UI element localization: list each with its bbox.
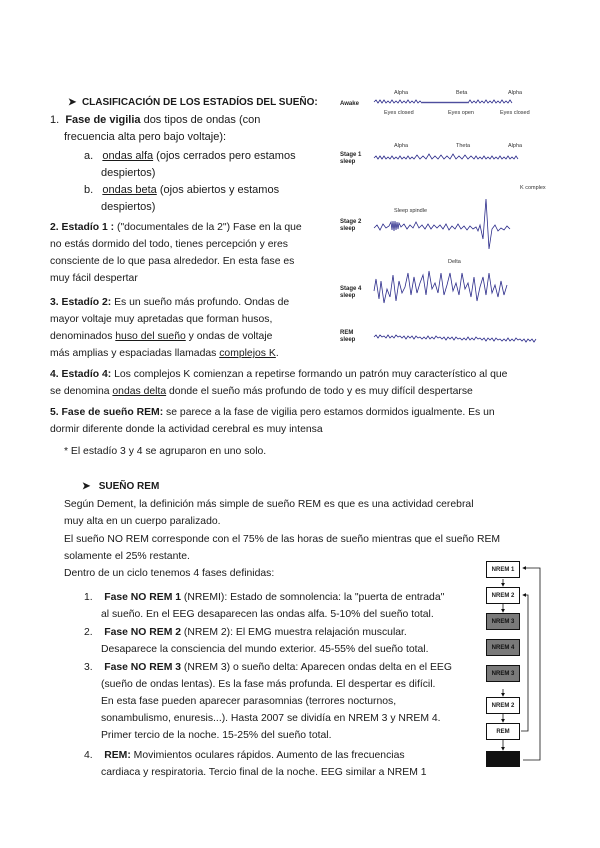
phase-list-item: 3. Fase NO REM 3 (NREM 3) o sueño delta: Aparecen ondas delta en el EEG — [84, 662, 452, 673]
phase-list-item-line: cardiaca y respiratoria. Tercio final de la noche. EEG similar a NREM 1 — [101, 767, 427, 778]
item2-line2: no estás dormido del todo, tienes percepción y eres — [50, 239, 288, 250]
eeg-label-awake: Awake — [340, 101, 359, 107]
eeg-label-stage1: Stage 1 sleep — [340, 152, 362, 165]
eeg-sub-eyes-open: Eyes open — [448, 110, 474, 116]
phase-list-item-line: Primer tercio de la noche. 15-25% del sueño total. — [101, 730, 332, 741]
eeg-sub-kcomplex: K complex — [520, 185, 546, 191]
rem-p1-line1: Según Dement, la definición más simple de sueño REM es que es una actividad cerebral — [64, 499, 474, 510]
item4: 4. Estadío 4: Los complejos K comienzan a repetirse formando un patrón muy característico al que — [50, 369, 508, 380]
eeg-trace-rem — [374, 335, 536, 342]
rem-p2-line2: solamente el 25% restante. — [64, 551, 190, 562]
sleep-cycle-diagram — [478, 556, 558, 776]
sub-item-a: a. ondas alfa (ojos cerrados pero estamos — [84, 150, 296, 162]
item3-line4: más amplias y espaciadas llamadas complejos K. — [50, 348, 279, 359]
eeg-sub-eyes-closed2: Eyes closed — [500, 110, 530, 116]
phase-list-item-line: En esta fase pueden aparecer parasomnias (terrores nocturnos, — [101, 696, 397, 707]
eeg-sub-delta: Delta — [448, 259, 461, 265]
rem-p2-line1: El sueño NO REM corresponde con el 75% de las horas de sueño mientras que el sueño REM — [64, 534, 501, 545]
phase-list-item: 2. Fase NO REM 2 (NREM 2): El EMG muestra relajación muscular. — [84, 627, 407, 638]
item5-line2: dormir diferente donde la actividad cerebral es muy intensa — [50, 424, 323, 435]
eeg-sub-spindle: Sleep spindle — [394, 208, 428, 214]
cycle-box-nrem3b: NREM 3 — [486, 665, 520, 682]
eeg-traces — [338, 86, 570, 348]
section1-heading: ➤ CLASIFICACIÓN DE LOS ESTADÍOS DEL SUEÑO: — [68, 97, 318, 108]
phase-list-item: 4. REM: Movimientos oculares rápidos. Aumento de las frecuencias — [84, 750, 405, 761]
sub-item-a-line2: despiertos) — [101, 167, 156, 179]
phase-list-item-line: (sueño de ondas lentas). Es la fase más profunda. El despertar es difícil. — [101, 679, 436, 690]
item4-line2: se denomina ondas delta donde el sueño más profundo de todo y es muy difícil despertarse — [50, 386, 473, 397]
eeg-figure — [338, 86, 570, 348]
cycle-box-nrem2b: NREM 2 — [486, 697, 520, 714]
eeg-sub-awake-alpha2: Alpha — [508, 90, 523, 96]
item3: 3. Estadío 2: Es un sueño más profundo. Ondas de — [50, 297, 290, 308]
phase-list-item-line: sonambulismo, enuresis...). Hasta 2007 se dividía en NREM 3 y NREM 4. — [101, 713, 441, 724]
eeg-trace-stage2 — [374, 199, 510, 249]
item2: 2. Estadío 1 : ("documentales de la 2") Fase en la que — [50, 222, 302, 233]
eeg-label-stage2: Stage 2 sleep — [340, 219, 362, 232]
item1: 1. Fase de vigilia dos tipos de ondas (con — [50, 114, 261, 126]
cycle-box-nrem4: NREM 4 — [486, 639, 520, 656]
phase-list-item-line: al sueño. En el EEG desaparecen las ondas alfa. 5-10% del sueño total. — [101, 609, 434, 620]
cycle-box-nrem2: NREM 2 — [486, 587, 520, 604]
item1-line2: frecuencia alta pero bajo voltaje): — [64, 131, 227, 143]
phase-list-item: 1. Fase NO REM 1 (NREMI): Estado de somnolencia: la "puerta de entrada" — [84, 592, 445, 603]
cycle-box-nrem3: NREM 3 — [486, 613, 520, 630]
eeg-sub-s1-theta: Theta — [456, 143, 471, 149]
item2-line3: consciente de lo que pasa alrededor. En esta fase es — [50, 256, 295, 267]
sub-item-b: b. ondas beta (ojos abiertos y estamos — [84, 184, 280, 196]
eeg-trace-stage4 — [374, 271, 507, 303]
eeg-sub-awake-beta: Beta — [456, 90, 468, 96]
phase-list-item-line: Desaparece la consciencia del mundo exterior. 45-55% del sueño total. — [101, 644, 429, 655]
sub-item-b-line2: despiertos) — [101, 201, 156, 213]
cycle-box-wake — [486, 751, 520, 767]
arrow-bullet-icon: ➤ — [82, 481, 99, 492]
stage-note: * El estadío 3 y 4 se agruparon en uno solo. — [64, 446, 267, 457]
eeg-sub-eyes-closed1: Eyes closed — [384, 110, 414, 116]
item5: 5. Fase de sueño REM: se parece a la fase de vigilia pero estamos dormidos igualmente. Es un — [50, 407, 495, 418]
cycle-box-rem: REM — [486, 723, 520, 740]
eeg-trace-awake — [374, 100, 512, 103]
eeg-sub-s1-alpha2: Alpha — [508, 143, 523, 149]
eeg-sub-awake-alpha1: Alpha — [394, 90, 409, 96]
eeg-label-rem: REM sleep — [340, 330, 356, 343]
rem-p1-line2: muy alta en un cuerpo paralizado. — [64, 516, 221, 527]
item2-line4: muy fácil despertar — [50, 273, 138, 284]
item3-line3: denominados huso del sueño y ondas de voltaje — [50, 331, 273, 342]
item3-line2: mayor voltaje muy apretadas que forman husos, — [50, 314, 273, 325]
eeg-sub-s1-alpha1: Alpha — [394, 143, 409, 149]
eeg-label-stage4: Stage 4 sleep — [340, 286, 362, 299]
eeg-trace-stage1 — [374, 154, 518, 159]
section2-heading: ➤ SUEÑO REM — [82, 481, 160, 492]
rem-p3: Dentro de un ciclo tenemos 4 fases definidas: — [64, 568, 275, 579]
arrow-bullet-icon: ➤ — [68, 97, 82, 108]
cycle-box-nrem1: NREM 1 — [486, 561, 520, 578]
